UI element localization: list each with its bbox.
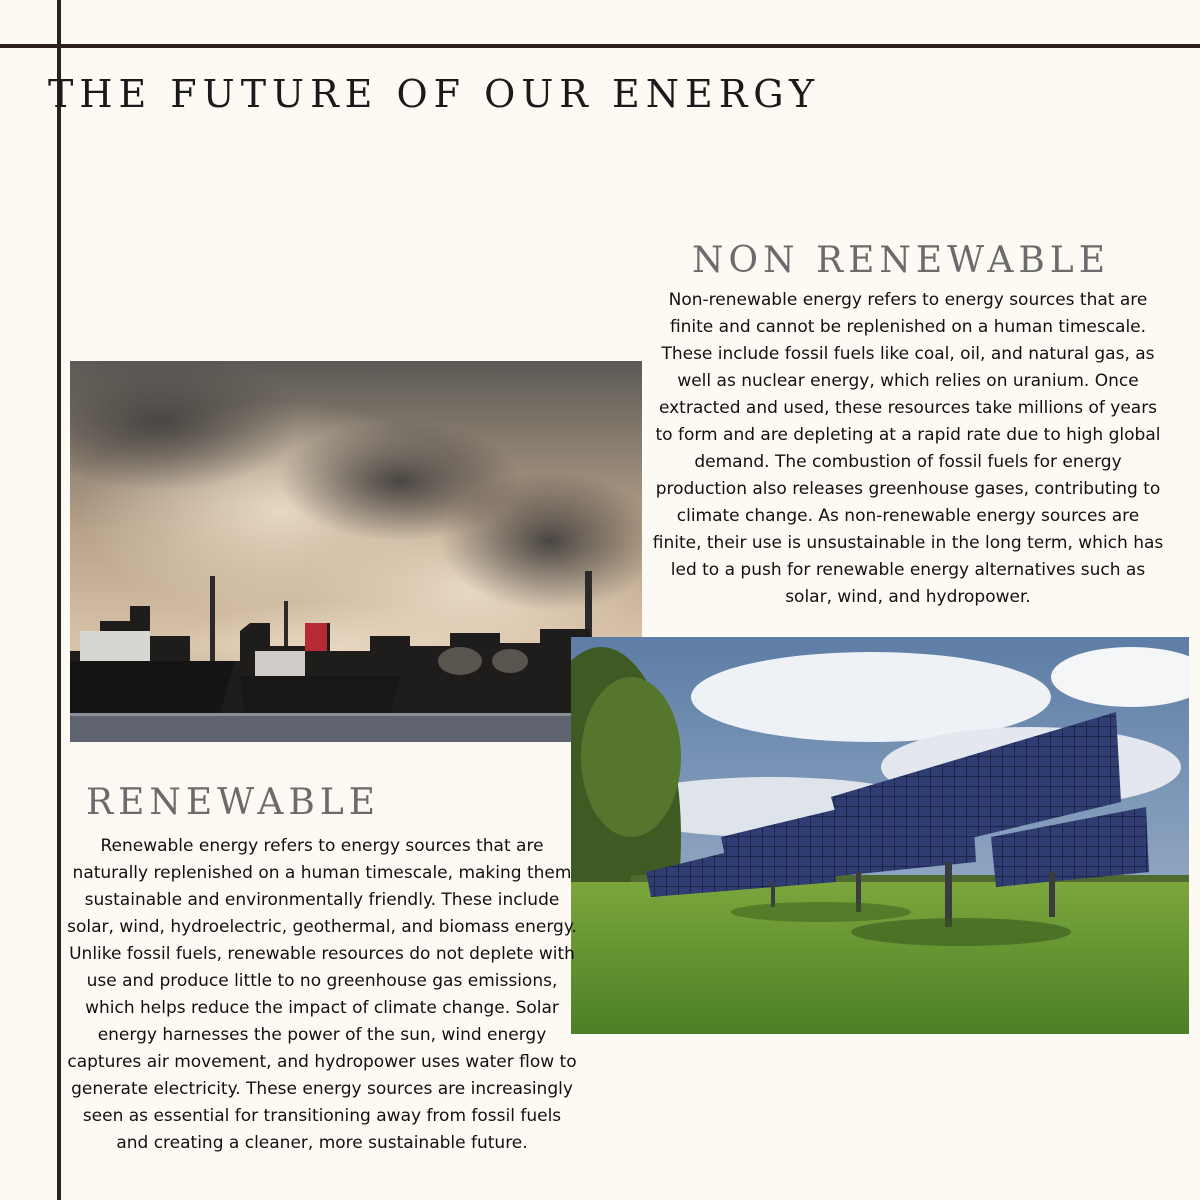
top-rule [0, 44, 1200, 48]
renewable-heading: RENEWABLE [86, 782, 381, 823]
factory-smoke-photo [70, 361, 642, 742]
solar-panels-photo [571, 637, 1189, 1034]
page-title: THE FUTURE OF OUR ENERGY [48, 72, 821, 116]
non-renewable-text: Non-renewable energy refers to energy sources that are finite and cannot be replenished on a human timescale. These include fossil fuels like coal, oil, and natural gas, as well as nuclear energy, which relies on uranium. Once extracted and used, these resources take millions of years to form and are depleting at a rapid rate due to high global demand. The combustion of fossil fuels for energy production also releases greenhouse gases, contributing to climate change. As non-renewable energy sources are finite, their use is unsustainable in the long term, which has led to a push for renewable energy alternatives such as solar, wind, and hydropower. [652, 290, 1164, 607]
renewable-text: Renewable energy refers to energy sources that are naturally replenished on a human timescale, making them sustainable and environmentally friendly. These include solar, wind, hydroelectric, geothermal, and biomass energy. Unlike fossil fuels, renewable resources do not deplete with use and produce little to no greenhouse gas emissions, which helps reduce the impact of climate change. Solar energy harnesses the power of the sun, wind energy captures air movement, and hydropower uses water flow to generate electricity. These energy sources are increasingly seen as essential for transitioning away from fossil fuels and creating a cleaner, more sustainable future. [67, 836, 577, 1153]
non-renewable-heading: NON RENEWABLE [692, 240, 1110, 281]
left-rule [57, 0, 61, 1200]
